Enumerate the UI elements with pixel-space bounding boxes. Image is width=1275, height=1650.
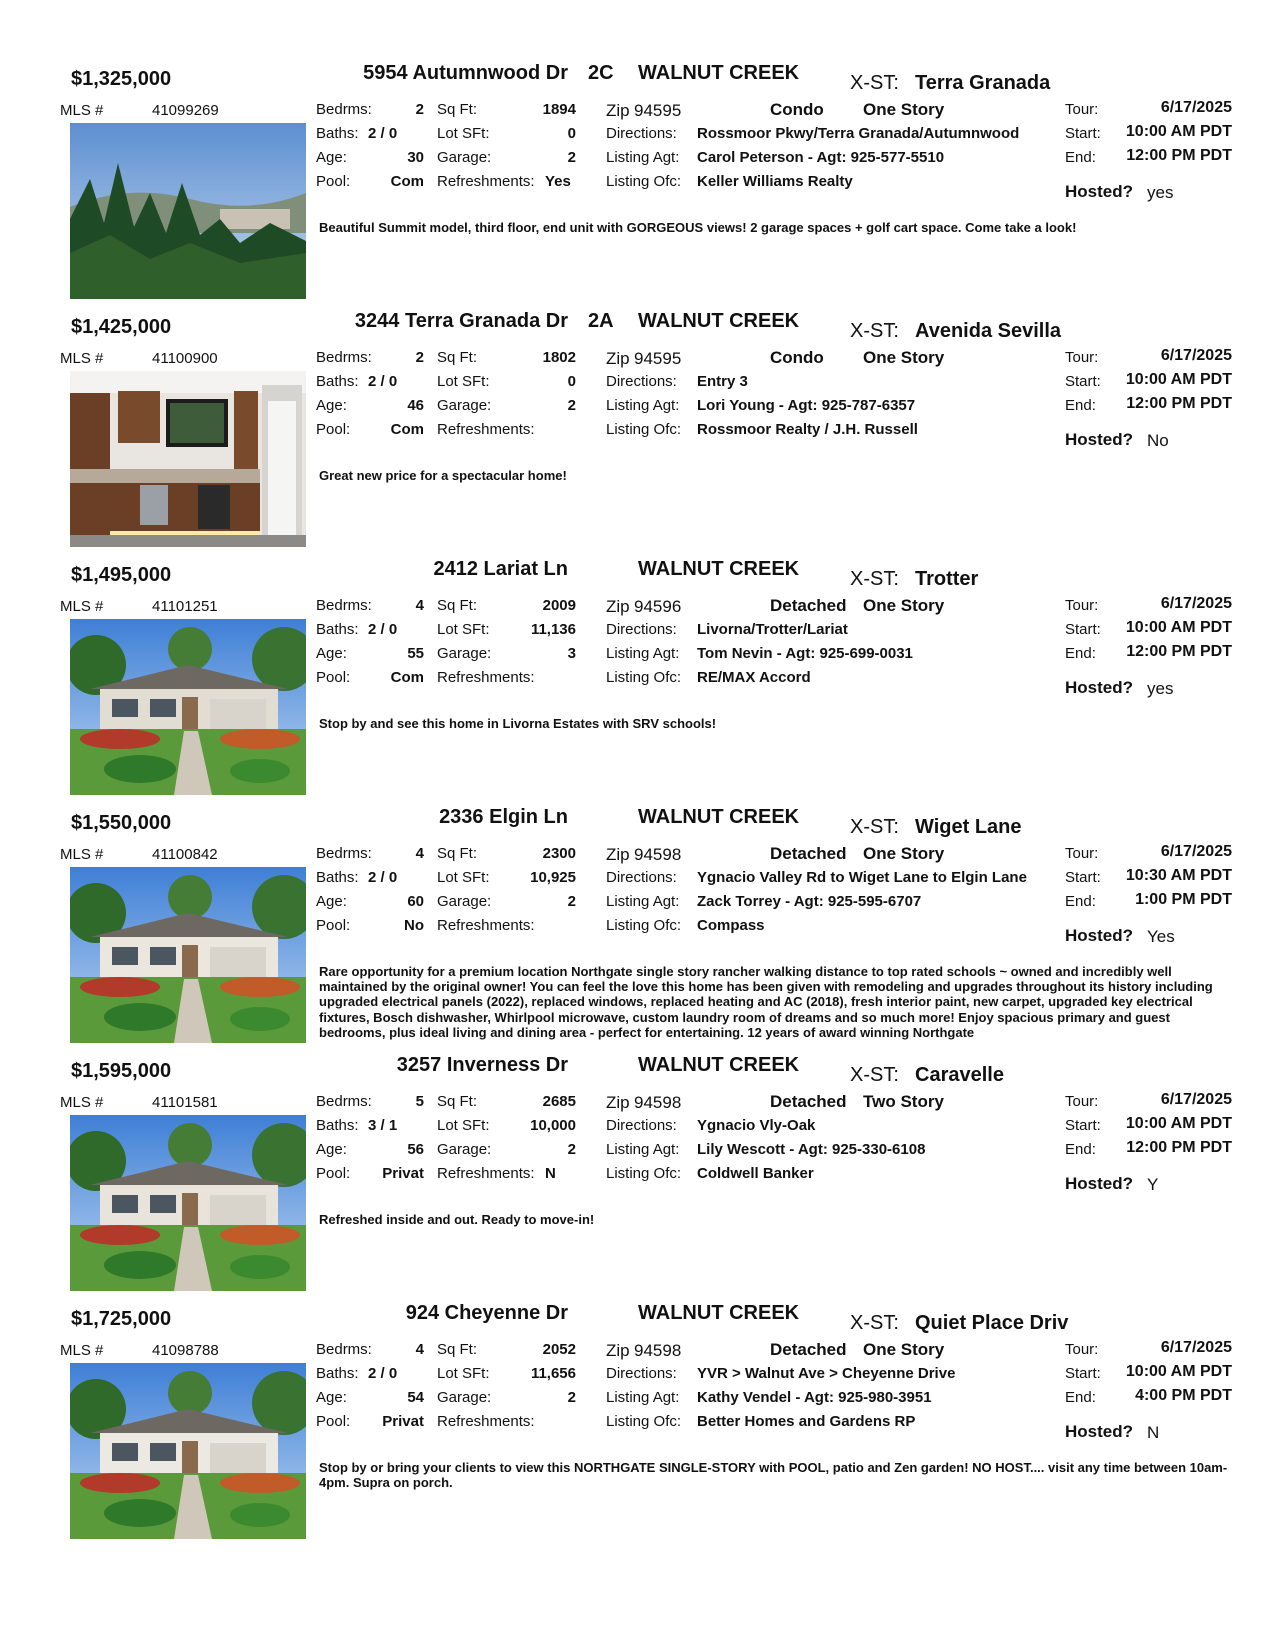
sqft-label: Sq Ft:: [437, 101, 478, 118]
story-count: One Story: [863, 596, 945, 615]
cross-street: Quiet Place Driv: [915, 1312, 1069, 1334]
pool-value: Com: [390, 669, 424, 686]
directions-label: Directions:: [606, 869, 677, 886]
zip-value: 94598: [634, 1093, 682, 1112]
pool-label: Pool:: [316, 421, 351, 438]
lot-sft-label: Lot SFt:: [437, 1117, 490, 1134]
baths-label: Baths:: [316, 1365, 359, 1382]
property-type: Detached: [770, 596, 847, 615]
listing-card: [0, 806, 1275, 1056]
cross-street-label: X-ST:: [850, 816, 899, 838]
directions-label: Directions:: [606, 621, 677, 638]
listing-office-value: Compass: [697, 917, 765, 934]
hosted-value: N: [1147, 1423, 1160, 1442]
garage-value: 3: [567, 645, 576, 662]
listing-price: $1,550,000: [71, 812, 172, 834]
listing-agent-value: Zack Torrey - Agt: 925-595-6707: [697, 893, 922, 910]
baths-value: 2 / 0: [368, 621, 398, 638]
tour-date: 6/17/2025: [1160, 1339, 1232, 1356]
listing-office-label: Listing Ofc:: [606, 1413, 682, 1430]
garage-value: 2: [567, 1141, 576, 1158]
listing-price: $1,495,000: [71, 564, 172, 586]
listing-agent-value: Kathy Vendel - Agt: 925-980-3951: [697, 1389, 932, 1406]
age-value: 46: [407, 397, 424, 414]
age-label: Age:: [316, 893, 347, 910]
hosted-value: Yes: [1147, 927, 1175, 946]
bedrooms-value: 2: [415, 349, 424, 366]
lot-sft-value: 0: [567, 125, 576, 142]
listing-card: [0, 1054, 1275, 1304]
house-exterior-photo: [70, 867, 306, 1043]
story-count: One Story: [863, 1340, 945, 1359]
listing-agent-label: Listing Agt:: [606, 1141, 680, 1158]
listing-office-value: Coldwell Banker: [697, 1165, 814, 1182]
listing-office-label: Listing Ofc:: [606, 421, 682, 438]
sqft-value: 1894: [542, 101, 576, 118]
house-illustration: [70, 867, 306, 1043]
lot-sft-value: 10,925: [530, 869, 576, 886]
property-type: Detached: [770, 1340, 847, 1359]
house-exterior-photo: [70, 1115, 306, 1291]
listing-agent-value: Tom Nevin - Agt: 925-699-0031: [697, 645, 913, 662]
end-time: 1:00 PM PDT: [1135, 891, 1232, 908]
zip-label: Zip: [606, 597, 630, 616]
mls-label: MLS #: [60, 846, 104, 863]
age-label: Age:: [316, 1141, 347, 1158]
mls-number: 41100842: [152, 846, 218, 863]
house-illustration: [70, 1115, 306, 1291]
zip-value: 94598: [634, 845, 682, 864]
age-label: Age:: [316, 149, 347, 166]
listing-office-value: Keller Williams Realty: [697, 173, 853, 190]
listing-card: [0, 558, 1275, 808]
garage-value: 2: [567, 397, 576, 414]
refreshments-label: Refreshments:: [437, 1165, 535, 1182]
directions-label: Directions:: [606, 1117, 677, 1134]
mls-label: MLS #: [60, 1094, 104, 1111]
lot-sft-label: Lot SFt:: [437, 869, 490, 886]
listing-remarks: Refreshed inside and out. Ready to move-in!: [319, 1212, 595, 1227]
listing-city: WALNUT CREEK: [638, 1302, 800, 1324]
hillside-view-photo: [70, 123, 306, 299]
listing-price: $1,325,000: [71, 68, 172, 90]
hosted-label: Hosted?: [1065, 1422, 1133, 1441]
property-type: Condo: [770, 348, 824, 367]
lot-sft-value: 10,000: [530, 1117, 576, 1134]
directions-value: Ygnacio Valley Rd to Wiget Lane to Elgin Lane: [697, 869, 1027, 886]
listing-city: WALNUT CREEK: [638, 558, 800, 580]
baths-label: Baths:: [316, 869, 359, 886]
garage-label: Garage:: [437, 1141, 492, 1158]
directions-value: Entry 3: [697, 373, 748, 390]
lot-sft-value: 11,656: [530, 1365, 576, 1382]
lot-sft-label: Lot SFt:: [437, 621, 490, 638]
garage-label: Garage:: [437, 1389, 492, 1406]
listing-address: 2336 Elgin Ln: [439, 806, 568, 828]
cross-street: Caravelle: [915, 1064, 1004, 1086]
age-label: Age:: [316, 397, 347, 414]
mls-label: MLS #: [60, 598, 104, 615]
start-label: Start:: [1065, 373, 1101, 390]
garage-label: Garage:: [437, 397, 492, 414]
start-time: 10:00 AM PDT: [1125, 123, 1232, 140]
refreshments-value: Yes: [545, 173, 571, 190]
pool-label: Pool:: [316, 917, 351, 934]
pool-label: Pool:: [316, 1165, 351, 1182]
listing-price: $1,595,000: [71, 1060, 172, 1082]
pool-value: Privat: [382, 1165, 424, 1182]
bedrooms-value: 4: [415, 845, 424, 862]
listing-agent-label: Listing Agt:: [606, 149, 680, 166]
hosted-label: Hosted?: [1065, 1174, 1133, 1193]
zip-value: 94598: [634, 1341, 682, 1360]
refreshments-label: Refreshments:: [437, 917, 535, 934]
sqft-value: 2009: [542, 597, 576, 614]
hosted-label: Hosted?: [1065, 182, 1133, 201]
bedrooms-label: Bedrms:: [316, 349, 372, 366]
listing-office-value: Better Homes and Gardens RP: [697, 1413, 916, 1430]
start-time: 10:00 AM PDT: [1125, 1363, 1232, 1380]
listing-address: 924 Cheyenne Dr: [405, 1302, 568, 1324]
kitchen-illustration: [70, 371, 306, 547]
mls-label: MLS #: [60, 350, 104, 367]
listing-office-value: Rossmoor Realty / J.H. Russell: [697, 421, 918, 438]
age-label: Age:: [316, 1389, 347, 1406]
start-label: Start:: [1065, 1117, 1101, 1134]
story-count: Two Story: [863, 1092, 944, 1111]
listing-agent-label: Listing Agt:: [606, 893, 680, 910]
garage-label: Garage:: [437, 149, 492, 166]
baths-value: 2 / 0: [368, 125, 398, 142]
bedrooms-label: Bedrms:: [316, 845, 372, 862]
house-exterior-photo: [70, 1363, 306, 1539]
zip-value: 94596: [634, 597, 682, 616]
refreshments-label: Refreshments:: [437, 669, 535, 686]
baths-label: Baths:: [316, 621, 359, 638]
sqft-label: Sq Ft:: [437, 845, 478, 862]
refreshments-label: Refreshments:: [437, 421, 535, 438]
hosted-value: Y: [1147, 1175, 1159, 1194]
listing-price: $1,725,000: [71, 1308, 172, 1330]
listing-unit: 2A: [588, 310, 614, 332]
sqft-label: Sq Ft:: [437, 1093, 478, 1110]
baths-value: 2 / 0: [368, 373, 398, 390]
hosted-label: Hosted?: [1065, 430, 1133, 449]
listing-remarks: Stop by and see this home in Livorna Estates with SRV schools!: [319, 716, 717, 731]
tour-date: 6/17/2025: [1160, 843, 1232, 860]
listing-card: [0, 1302, 1275, 1552]
property-type: Condo: [770, 100, 824, 119]
listing-address: 5954 Autumnwood Dr: [363, 62, 568, 84]
house-illustration: [70, 619, 306, 795]
start-time: 10:00 AM PDT: [1125, 1115, 1232, 1132]
tour-label: Tour:: [1065, 597, 1099, 614]
end-time: 12:00 PM PDT: [1126, 643, 1232, 660]
end-time: 12:00 PM PDT: [1126, 1139, 1232, 1156]
listing-office-value: RE/MAX Accord: [697, 669, 811, 686]
listing-agent-value: Carol Peterson - Agt: 925-577-5510: [697, 149, 945, 166]
end-time: 4:00 PM PDT: [1135, 1387, 1232, 1404]
sqft-value: 2300: [542, 845, 576, 862]
listing-card: [0, 62, 1275, 312]
pool-label: Pool:: [316, 173, 351, 190]
pool-value: Privat: [382, 1413, 424, 1430]
end-time: 12:00 PM PDT: [1126, 395, 1232, 412]
cross-street: Terra Granada: [915, 72, 1051, 94]
start-time: 10:00 AM PDT: [1125, 371, 1232, 388]
tour-date: 6/17/2025: [1160, 595, 1232, 612]
mls-label: MLS #: [60, 1342, 104, 1359]
listing-unit: 2C: [588, 62, 614, 84]
bedrooms-value: 5: [415, 1093, 424, 1110]
zip-value: 94595: [634, 101, 682, 120]
bedrooms-value: 4: [415, 1341, 424, 1358]
age-value: 56: [407, 1141, 424, 1158]
hosted-label: Hosted?: [1065, 678, 1133, 697]
lot-sft-label: Lot SFt:: [437, 1365, 490, 1382]
zip-label: Zip: [606, 349, 630, 368]
listing-city: WALNUT CREEK: [638, 806, 800, 828]
zip-value: 94595: [634, 349, 682, 368]
cross-street: Wiget Lane: [915, 816, 1022, 838]
tour-label: Tour:: [1065, 101, 1099, 118]
end-time: 12:00 PM PDT: [1126, 147, 1232, 164]
start-time: 10:00 AM PDT: [1125, 619, 1232, 636]
end-label: End:: [1065, 149, 1096, 166]
cross-street: Avenida Sevilla: [915, 320, 1061, 342]
listing-remarks: Great new price for a spectacular home!: [319, 468, 567, 483]
refreshments-label: Refreshments:: [437, 1413, 535, 1430]
cross-street-label: X-ST:: [850, 72, 899, 94]
baths-value: 2 / 0: [368, 1365, 398, 1382]
directions-label: Directions:: [606, 373, 677, 390]
end-label: End:: [1065, 1389, 1096, 1406]
directions-label: Directions:: [606, 1365, 677, 1382]
sqft-value: 1802: [542, 349, 576, 366]
hillside-illustration: [70, 123, 306, 299]
listing-address: 3244 Terra Granada Dr: [354, 310, 568, 332]
kitchen-photo: [70, 371, 306, 547]
pool-value: Com: [390, 421, 424, 438]
lot-sft-value: 0: [567, 373, 576, 390]
property-type: Detached: [770, 844, 847, 863]
age-label: Age:: [316, 645, 347, 662]
listing-agent-value: Lily Wescott - Agt: 925-330-6108: [697, 1141, 926, 1158]
sqft-value: 2685: [542, 1093, 576, 1110]
house-illustration: [70, 1363, 306, 1539]
directions-value: YVR > Walnut Ave > Cheyenne Drive: [697, 1365, 956, 1382]
house-exterior-photo: [70, 619, 306, 795]
tour-date: 6/17/2025: [1160, 1091, 1232, 1108]
baths-label: Baths:: [316, 373, 359, 390]
pool-label: Pool:: [316, 669, 351, 686]
listing-city: WALNUT CREEK: [638, 1054, 800, 1076]
pool-value: No: [404, 917, 424, 934]
mls-number: 41098788: [152, 1342, 219, 1359]
pool-label: Pool:: [316, 1413, 351, 1430]
end-label: End:: [1065, 645, 1096, 662]
listing-office-label: Listing Ofc:: [606, 669, 682, 686]
tour-date: 6/17/2025: [1160, 347, 1232, 364]
directions-value: Livorna/Trotter/Lariat: [697, 621, 848, 638]
garage-label: Garage:: [437, 645, 492, 662]
directions-value: Ygnacio Vly-Oak: [697, 1117, 816, 1134]
directions-label: Directions:: [606, 125, 677, 142]
story-count: One Story: [863, 844, 945, 863]
property-type: Detached: [770, 1092, 847, 1111]
sqft-value: 2052: [542, 1341, 576, 1358]
zip-label: Zip: [606, 845, 630, 864]
tour-label: Tour:: [1065, 845, 1099, 862]
lot-sft-value: 11,136: [530, 621, 576, 638]
bedrooms-label: Bedrms:: [316, 1093, 372, 1110]
garage-value: 2: [567, 1389, 576, 1406]
garage-label: Garage:: [437, 893, 492, 910]
tour-label: Tour:: [1065, 349, 1099, 366]
baths-value: 3 / 1: [368, 1117, 398, 1134]
directions-value: Rossmoor Pkwy/Terra Granada/Autumnwood: [697, 125, 1020, 142]
refreshments-value: N: [545, 1165, 556, 1182]
story-count: One Story: [863, 100, 945, 119]
listing-agent-label: Listing Agt:: [606, 1389, 680, 1406]
cross-street-label: X-ST:: [850, 568, 899, 590]
zip-label: Zip: [606, 1341, 630, 1360]
start-label: Start:: [1065, 621, 1101, 638]
mls-label: MLS #: [60, 102, 104, 119]
mls-number: 41101581: [152, 1094, 218, 1111]
listing-office-label: Listing Ofc:: [606, 917, 682, 934]
listing-city: WALNUT CREEK: [638, 310, 800, 332]
mls-number: 41101251: [152, 598, 218, 615]
bedrooms-label: Bedrms:: [316, 597, 372, 614]
zip-label: Zip: [606, 101, 630, 120]
hosted-value: yes: [1147, 679, 1174, 698]
bedrooms-label: Bedrms:: [316, 101, 372, 118]
age-value: 55: [407, 645, 424, 662]
cross-street-label: X-ST:: [850, 320, 899, 342]
listing-agent-value: Lori Young - Agt: 925-787-6357: [697, 397, 916, 414]
lot-sft-label: Lot SFt:: [437, 373, 490, 390]
sqft-label: Sq Ft:: [437, 597, 478, 614]
end-label: End:: [1065, 1141, 1096, 1158]
tour-label: Tour:: [1065, 1341, 1099, 1358]
sqft-label: Sq Ft:: [437, 1341, 478, 1358]
start-label: Start:: [1065, 869, 1101, 886]
listing-price: $1,425,000: [71, 316, 172, 338]
listing-address: 3257 Inverness Dr: [396, 1054, 568, 1076]
cross-street: Trotter: [915, 568, 979, 590]
bedrooms-label: Bedrms:: [316, 1341, 372, 1358]
garage-value: 2: [567, 149, 576, 166]
baths-value: 2 / 0: [368, 869, 398, 886]
age-value: 30: [407, 149, 424, 166]
listing-remarks: Stop by or bring your clients to view this NORTHGATE SINGLE-STORY with POOL, patio and Zen garden! NO HOST.... visit any time between 10am-4pm. Supra on porch.: [319, 1460, 1228, 1491]
hosted-label: Hosted?: [1065, 926, 1133, 945]
pool-value: Com: [390, 173, 424, 190]
start-label: Start:: [1065, 1365, 1101, 1382]
start-label: Start:: [1065, 125, 1101, 142]
zip-label: Zip: [606, 1093, 630, 1112]
hosted-value: No: [1147, 431, 1169, 450]
age-value: 54: [407, 1389, 424, 1406]
listing-address: 2412 Lariat Ln: [433, 558, 568, 580]
garage-value: 2: [567, 893, 576, 910]
end-label: End:: [1065, 893, 1096, 910]
story-count: One Story: [863, 348, 945, 367]
age-value: 60: [407, 893, 424, 910]
refreshments-label: Refreshments:: [437, 173, 535, 190]
end-label: End:: [1065, 397, 1096, 414]
listing-office-label: Listing Ofc:: [606, 1165, 682, 1182]
listing-agent-label: Listing Agt:: [606, 397, 680, 414]
sqft-label: Sq Ft:: [437, 349, 478, 366]
listing-agent-label: Listing Agt:: [606, 645, 680, 662]
lot-sft-label: Lot SFt:: [437, 125, 490, 142]
listing-card: [0, 310, 1275, 560]
listing-office-label: Listing Ofc:: [606, 173, 682, 190]
listing-city: WALNUT CREEK: [638, 62, 800, 84]
cross-street-label: X-ST:: [850, 1312, 899, 1334]
tour-label: Tour:: [1065, 1093, 1099, 1110]
baths-label: Baths:: [316, 125, 359, 142]
bedrooms-value: 4: [415, 597, 424, 614]
mls-number: 41099269: [152, 102, 219, 119]
start-time: 10:30 AM PDT: [1125, 867, 1232, 884]
tour-date: 6/17/2025: [1160, 99, 1232, 116]
bedrooms-value: 2: [415, 101, 424, 118]
baths-label: Baths:: [316, 1117, 359, 1134]
listing-remarks: Rare opportunity for a premium location Northgate single story rancher walking distance to top rated schools ~ owned and incredibly well maintained by the original owner! You can feel the love this home has been given with remodeling and upgrades throughout its history including upgraded electrical panels (2022), replaced windows, replaced heating and AC (2018), fresh interior paint, new carpet, upgraded key electrical fixtures, Bosch dishwasher, Whirlpool microwave, custom laundry room of dreams and so much more! Enjoy spacious primary and guest bedrooms, plus ideal living and dining area - perfect for entertaining. 12 years of award winning Northgate: [319, 964, 1213, 1040]
listing-remarks: Beautiful Summit model, third floor, end unit with GORGEOUS views! 2 garage spaces + golf cart space. Come take a look!: [319, 220, 1077, 235]
cross-street-label: X-ST:: [850, 1064, 899, 1086]
mls-number: 41100900: [152, 350, 218, 367]
hosted-value: yes: [1147, 183, 1174, 202]
